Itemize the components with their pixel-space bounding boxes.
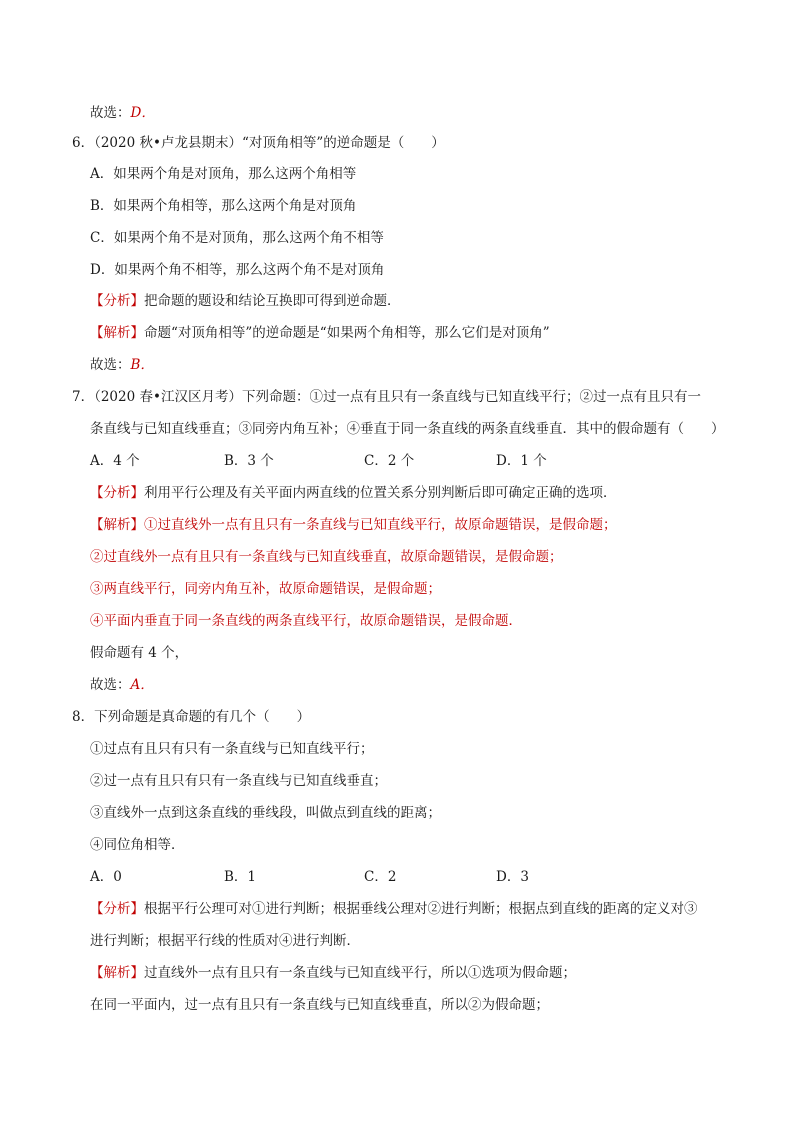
q7-count: 假命题有 4 个， [90,645,189,661]
analysis-text: 根据平行公理可对①进行判断；根据垂线公理对②进行判断；根据点到直线的距离的定义对③ [144,901,698,917]
q8-option-c: C．2 [364,869,397,885]
q7-solution-4: ④平面内垂直于同一条直线的两条直线平行，故原命题错误，是假命题． [90,613,522,629]
q6-answer [90,356,154,374]
q7-solution-3: ③两直线平行，同旁内角互补，故原命题错误，是假命题； [90,581,441,597]
q8-item-1: ①过点有且只有只有一条直线与已知直线平行； [90,741,374,757]
q6-option-b: B．如果两个角相等，那么这两个角是对顶角 [90,198,357,214]
q8-stem: 8．下列命题是真命题的有几个（ ） [72,709,311,725]
solution-tag: 【解析】 [90,965,144,981]
q8-option-b: B．1 [224,869,257,885]
q6-analysis [90,292,401,310]
q7-option-c: C．2 个 [364,453,415,469]
answer-line-prev [90,104,155,122]
q8-item-3: ③直线外一点到这条直线的垂线段，叫做点到直线的距离； [90,805,441,821]
solution-tag: 【解析】 [90,517,144,533]
q7-stem-line1: 7．（2020 春•江汉区月考）下列命题：①过一点有且只有一条直线与已知直线平行；②过一点有且只有一 [72,389,701,405]
answer-value: A． [130,677,154,693]
q7-answer [90,676,154,694]
q6-solution [90,324,550,342]
solution-text: 命题“对顶角相等”的逆命题是“如果两个角相等，那么它们是对顶角” [144,325,550,341]
q8-analysis-2: 进行判断；根据平行线的性质对④进行判断． [90,933,360,949]
analysis-text: 利用平行公理及有关平面内两直线的位置关系分别判断后即可确定正确的选项． [144,485,617,501]
answer-prefix: 故选： [90,105,131,121]
q8-option-d: D．3 [496,869,529,885]
q8-solution-2: 在同一平面内，过一点有且只有一条直线与已知直线垂直，所以②为假命题； [90,997,549,1013]
q6-stem: 6．（2020 秋•卢龙县期末）“对顶角相等”的逆命题是（ ） [72,135,445,151]
answer-prefix: 故选： [90,677,131,693]
q7-stem-line2: 条直线与已知直线垂直；③同旁内角互补；④垂直于同一条直线的两条直线垂直．其中的假命题有（ ） [90,421,725,437]
analysis-text: 把命题的题设和结论互换即可得到逆命题． [144,293,401,309]
q6-option-d: D．如果两个角不相等，那么这两个角不是对顶角 [90,262,385,278]
q7-solution-2: ②过直线外一点有且只有一条直线与已知直线垂直，故原命题错误，是假命题； [90,549,563,565]
q8-analysis-1 [90,900,698,918]
q8-solution-1 [90,964,576,982]
q6-option-c: C．如果两个角不是对顶角，那么这两个角不相等 [90,230,384,246]
answer-prefix: 故选： [90,357,131,373]
q7-option-b: B．3 个 [224,453,274,469]
q8-item-4: ④同位角相等． [90,837,185,853]
q7-option-a: A．4 个 [90,453,140,469]
analysis-tag: 【分析】 [90,485,144,501]
answer-value: D． [130,105,155,121]
solution-text: ①过直线外一点有且只有一条直线与已知直线平行，故原命题错误，是假命题； [144,517,617,533]
analysis-tag: 【分析】 [90,901,144,917]
solution-tag: 【解析】 [90,325,144,341]
q7-analysis [90,484,617,502]
q7-solution-1 [90,516,617,534]
q8-item-2: ②过一点有且只有只有一条直线与已知直线垂直； [90,773,387,789]
q6-option-a: A．如果两个角是对顶角，那么这两个角相等 [90,166,357,182]
answer-value: B． [130,357,154,373]
q7-option-d: D．1 个 [496,453,547,469]
q8-option-a: A．0 [90,869,122,885]
solution-text: 过直线外一点有且只有一条直线与已知直线平行，所以①选项为假命题； [144,965,576,981]
analysis-tag: 【分析】 [90,293,144,309]
